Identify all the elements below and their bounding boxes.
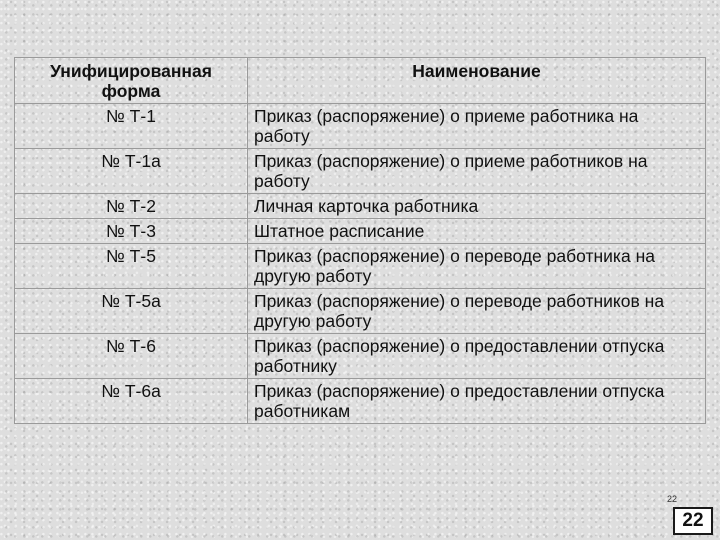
form-name: Приказ (распоряжение) о предоставлении отпуска работнику [248,334,706,379]
form-name: Приказ (распоряжение) о приеме работника на работу [248,104,706,149]
table-row [15,149,706,194]
form-name: Штатное расписание [248,219,706,244]
table-row [15,194,706,219]
form-code: № Т-3 [15,219,248,244]
form-code: № Т-5 [15,244,248,289]
table-row [15,219,706,244]
form-code: № Т-6а [15,379,248,424]
form-name: Приказ (распоряжение) о приеме работников на работу [248,149,706,194]
form-code: № Т-2 [15,194,248,219]
form-code: № Т-6 [15,334,248,379]
slide-number-small: 22 [667,494,678,504]
table-row [15,379,706,424]
form-name: Приказ (распоряжение) о переводе работника на другую работу [248,244,706,289]
header-form: Унифицированная форма [15,58,248,104]
form-name: Приказ (распоряжение) о переводе работников на другую работу [248,289,706,334]
table-row [15,244,706,289]
form-code: № Т-1 [15,104,248,149]
form-name: Личная карточка работника [248,194,706,219]
form-code: № Т-1а [15,149,248,194]
form-code: № Т-5а [15,289,248,334]
table-header-row [15,58,706,104]
slide-number-box: 22 [673,507,713,535]
form-name: Приказ (распоряжение) о предоставлении отпуска работникам [248,379,706,424]
table-row [15,104,706,149]
table-row [15,334,706,379]
forms-table [14,57,706,424]
header-name: Наименование [248,58,706,104]
table-row [15,289,706,334]
